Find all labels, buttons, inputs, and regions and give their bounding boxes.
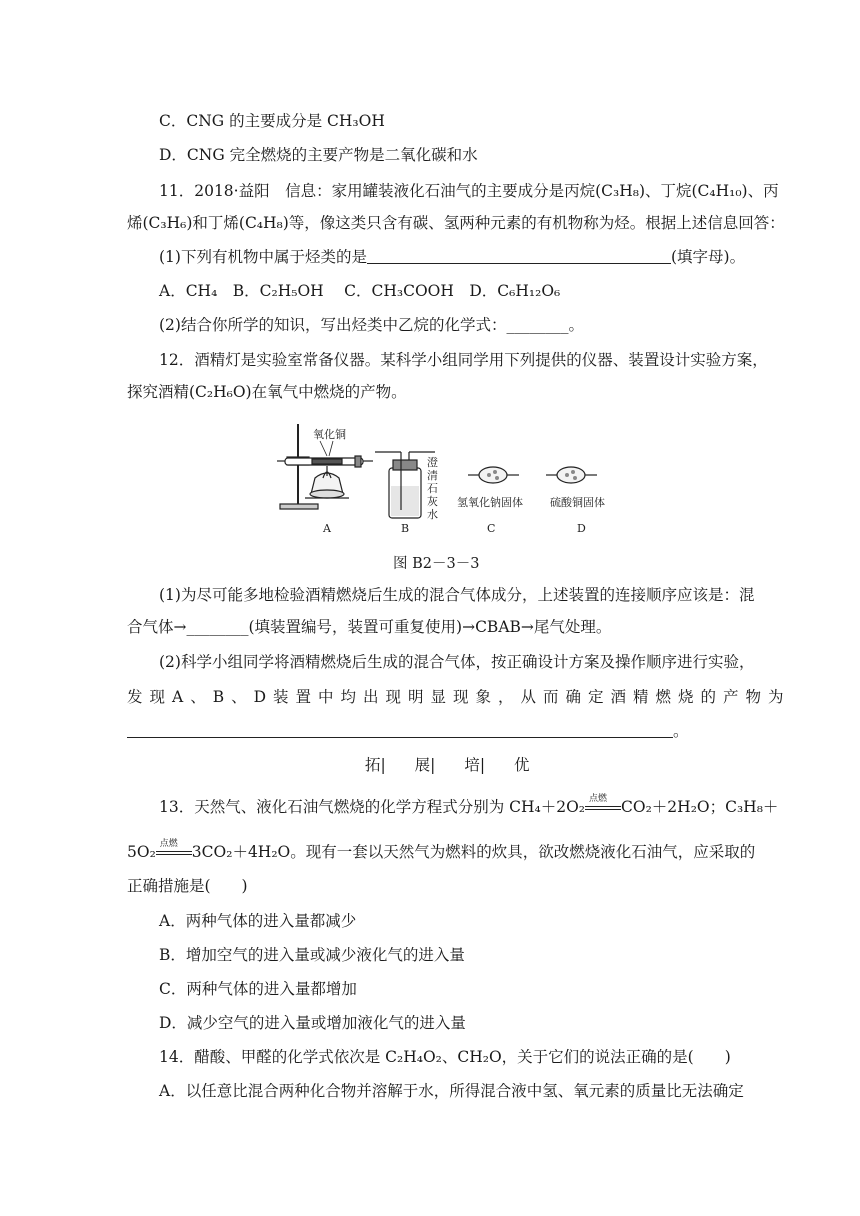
- q13-option-a: A．两种气体的进入量都减少: [159, 912, 357, 930]
- reaction-arrow: [585, 794, 621, 817]
- q13-line1-a: 13．天然气、液化石油气燃烧的化学方程式分别为 CH₄＋2O₂: [159, 798, 586, 816]
- answer-blank: [367, 249, 671, 264]
- q11-line2: 烯(C₃H₆)和丁烯(C₄H₈)等，像这类只含有碳、氢两种元素的有机物称为烃。根据上述信息回答：: [127, 214, 785, 232]
- label-a: A: [323, 522, 331, 535]
- q11-line1: 11．2018·益阳 信息：家用罐装液化石油气的主要成分是丙烷(C₃H₈)、丁烷(C₄H₁₀)、丙: [159, 182, 779, 200]
- q12-sub2-end: 。: [673, 722, 689, 740]
- heading-char-1: 拓|: [365, 756, 386, 774]
- q14-line1: 14．醋酸、甲醛的化学式依次是 C₂H₄O₂、CH₂O，关于它们的说法正确的是( ): [159, 1048, 731, 1066]
- heading-char-3: 培|: [464, 756, 486, 774]
- option-d-prev: D．CNG 完全燃烧的主要产物是二氧化碳和水: [159, 146, 478, 164]
- q12-sub2-line2: [127, 687, 791, 707]
- q13-option-b: B．增加空气的进入量或减少液化气的进入量: [159, 946, 465, 964]
- q13-line2-b: 3CO₂＋4H₂O。现有一套以天然气为燃料的炊具，欲改燃烧液化石油气，应采取的: [191, 843, 756, 861]
- q12-sub2-answer: [127, 721, 689, 741]
- q12-sub2-line1: (2)科学小组同学将酒精燃烧后生成的混合气体，按正确设计方案及操作顺序进行实验，: [159, 653, 755, 671]
- q13-line1-b: CO₂＋2H₂O；C₃H₈＋: [621, 798, 779, 816]
- q12-line1: 12．酒精灯是实验室常备仪器。某科学小组同学用下列提供的仪器、装置设计实验方案，: [159, 351, 768, 369]
- q11-sub1: [159, 247, 745, 267]
- q13-option-d: D．减少空气的进入量或增加液化气的进入量: [159, 1014, 466, 1032]
- label-cuso4: 硫酸铜固体: [550, 496, 605, 509]
- label-d: D: [577, 522, 586, 535]
- reaction-arrow: [156, 839, 192, 862]
- q13-line2-a: 5O₂: [127, 843, 156, 861]
- q13-line3: 正确措施是( ): [127, 877, 248, 895]
- q11-sub2: (2)结合你所学的知识，写出烃类中乙烷的化学式：________。: [159, 316, 584, 334]
- q13-line1: [159, 794, 779, 817]
- label-limewater-4: 灰: [427, 495, 438, 508]
- q13-option-c: C．两种气体的进入量都增加: [159, 980, 357, 998]
- label-naoh: 氢氧化钠固体: [457, 496, 523, 509]
- q14-option-a: A．以任意比混合两种化合物并溶解于水，所得混合液中氢、氧元素的质量比无法确定: [159, 1082, 744, 1100]
- q11-options: A．CH₄ B．C₂H₅OH C．CH₃COOH D．C₆H₁₂O₆: [159, 282, 561, 300]
- q12-sub1-line2: 合气体→________(填装置编号，装置可重复使用)→CBAB→尾气处理。: [127, 618, 612, 636]
- q12-line2: 探究酒精(C₂H₆O)在氧气中燃烧的产物。: [127, 383, 407, 401]
- label-c: C: [487, 522, 496, 535]
- apparatus-d: [546, 467, 597, 483]
- label-limewater-5: 水: [427, 508, 438, 521]
- q12-sub1-line1: (1)为尽可能多地检验酒精燃烧后生成的混合气体成分，上述装置的连接顺序应该是：混: [159, 586, 755, 604]
- figure-caption: 图 B2－3－3: [393, 556, 480, 572]
- reaction-condition: 点燃: [589, 794, 608, 804]
- label-limewater-2: 清: [427, 469, 438, 482]
- apparatus-c: [468, 467, 519, 483]
- label-limewater-1: 澄: [427, 456, 438, 469]
- label-b: B: [401, 522, 410, 535]
- q12-sub2-line2-text: 发现A、B、D装置中均出现明显现象，从而确定酒精燃烧的产物为: [127, 688, 791, 706]
- heading-char-2: 展|: [414, 756, 436, 774]
- q13-line2: [127, 839, 756, 862]
- heading-char-4: 优: [514, 756, 530, 774]
- option-c-prev: C．CNG 的主要成分是 CH₃OH: [159, 112, 385, 130]
- q11-sub1-prompt: (1)下列有机物中属于烃类的是: [159, 248, 367, 266]
- q11-sub1-suffix: (填字母)。: [670, 248, 746, 266]
- section-heading: [365, 755, 554, 775]
- label-limewater-3: 石: [427, 482, 438, 495]
- apparatus-figure: [275, 420, 615, 544]
- reaction-condition: 点燃: [159, 839, 178, 849]
- apparatus-b: [375, 452, 435, 518]
- answer-blank: [127, 723, 673, 738]
- label-cuo: 氧化铜: [313, 428, 346, 441]
